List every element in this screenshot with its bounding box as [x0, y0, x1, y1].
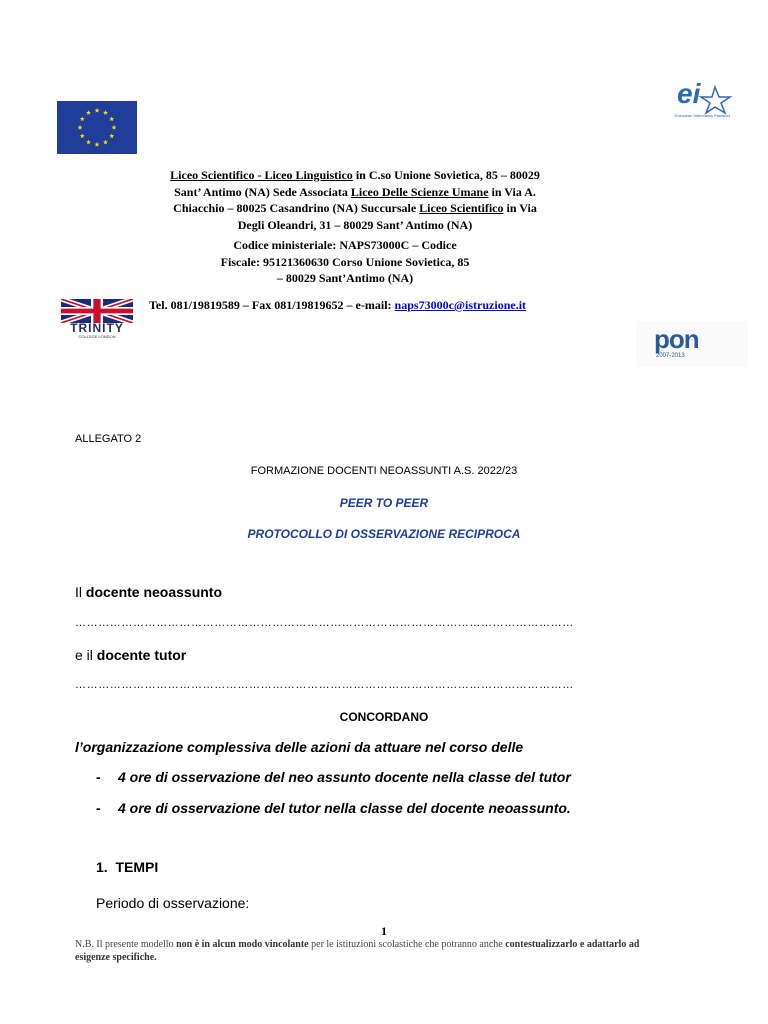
page-number: 1	[381, 924, 387, 938]
eu-stars-icon	[57, 101, 137, 154]
trinity-subtitle: COLLEGE LONDON	[78, 334, 116, 339]
trinity-text: TRINITY	[70, 321, 124, 335]
section-title: TEMPI	[115, 859, 159, 875]
bullet-dash: -	[96, 800, 101, 816]
school-address	[150, 167, 560, 233]
tutor-label	[75, 647, 186, 663]
trinity-logo	[57, 297, 137, 343]
address-line-2: Sant’ Antimo (NA) Sede Associata	[174, 184, 351, 199]
codes-line-1: Codice ministeriale: NAPS73000C – Codice	[233, 238, 457, 252]
footnote-bold-2: contestualizzarlo e adattarlo ad esigenze specifiche.	[75, 939, 640, 963]
address-line-3-end: in Via	[503, 201, 537, 215]
bullet-text: 4 ore di osservazione del tutor nella classe del docente neoassunto.	[118, 800, 571, 816]
eipass-subtitle: European Informatics Passport	[675, 113, 730, 118]
footnote-bold-1: non è in alcun modo vincolante	[176, 939, 309, 950]
uk-flag-icon	[61, 299, 133, 323]
document-subtitle: FORMAZIONE DOCENTI NEOASSUNTI A.S. 2022/23	[250, 465, 518, 477]
eipass-logo	[667, 75, 741, 127]
e-il-text: e il	[75, 647, 97, 663]
email-link[interactable]: naps73000c@istruzione.it	[394, 298, 527, 312]
school-name-link: Liceo Scientifico - Liceo Linguistico	[170, 168, 353, 182]
organization-text: l’organizzazione complessiva delle azioni da attuare nel corso delle	[75, 739, 524, 755]
codes-line-3: – 80029 Sant’Antimo (NA)	[276, 271, 414, 285]
pon-logo	[636, 321, 748, 367]
tutor-blank-line: …………………………………………………………………………………………………………………	[75, 679, 574, 691]
pon-years: 2007-2013	[656, 353, 685, 359]
school-contact	[149, 297, 569, 314]
address-line-3: Chiacchio – 80025 Casandrino (NA) Succursale	[173, 201, 420, 215]
new-teacher-blank-line: …………………………………………………………………………………………………………………	[75, 617, 574, 629]
address-line-2-end: in Via A.	[488, 184, 536, 199]
associated-school-name: Liceo Delle Scienze Umane	[350, 184, 489, 199]
footnote-text-1: N.B. Il presente modello	[75, 939, 177, 950]
document-title: PROTOCOLLO DI OSSERVAZIONE RECIPROCA	[247, 527, 521, 541]
il-text: Il	[75, 584, 86, 600]
new-teacher-bold: docente neoassunto	[85, 584, 223, 600]
tutor-bold: docente tutor	[96, 647, 187, 663]
contact-text: Tel. 081/19819589 – Fax 081/19819652 – e-mail:	[149, 298, 395, 312]
section-heading-tempi	[96, 859, 158, 875]
codes-line-2: Fiscale: 95121360630 Corso Unione Sovietica, 85	[220, 254, 470, 269]
footnote-text-2: per le istituzioni scolastiche che potranno anche	[308, 939, 506, 950]
observation-period-label: Periodo di osservazione:	[96, 895, 250, 911]
school-codes	[180, 237, 510, 287]
address-line-4: Degli Oleandri, 31 – 80029 Sant’ Antimo (NA)	[237, 217, 473, 232]
footnote	[75, 938, 675, 964]
bullet-dash: -	[96, 769, 101, 785]
section-title-peer: PEER TO PEER	[339, 496, 429, 510]
section-number: 1.	[96, 859, 108, 875]
new-teacher-label	[75, 584, 222, 600]
eu-flag-logo	[57, 101, 137, 154]
bullet-text: 4 ore di osservazione del neo assunto docente nella classe del tutor	[118, 769, 571, 785]
agreement-heading: CONCORDANO	[339, 710, 429, 724]
branch-school-name: Liceo Scientifico	[419, 201, 504, 215]
address-line-1: in C.so Unione Sovietica, 85 – 80029	[352, 168, 540, 182]
pon-text: pon	[654, 324, 699, 354]
attachment-label: ALLEGATO 2	[75, 433, 142, 445]
eipass-text: ei	[677, 78, 701, 109]
